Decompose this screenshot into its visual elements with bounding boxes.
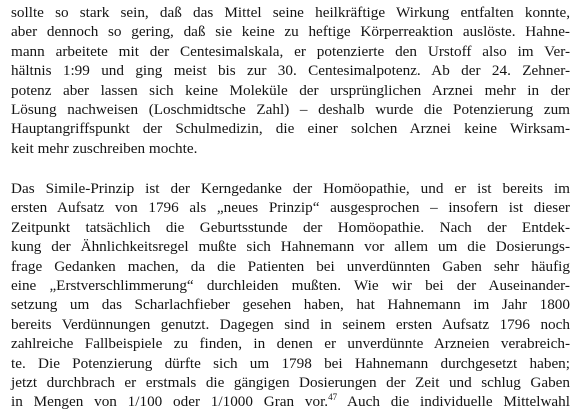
text-line: sollte so stark sein, daß das Mittel seine heilkräftige Wirkung entfalten konnte, [11,4,570,21]
text-line: kung der Ähnlichkeitsregel mußte sich Hahnemann vor allem um die Dosierungs- [11,238,570,256]
text-line: setzung um das Scharlachfieber gesehen haben, hat Hahnemann im Jahr 1800 [11,296,570,314]
text-run: Auch die individuelle Mittelwahl [337,393,570,411]
text-line: frage Gedanken machen, da die Patienten bei unverdünnten Gaben sehr häufig [11,257,570,275]
text-line: Lösung nachweisen (Loschmidtsche Zahl) – deshalb wurde die Potenzierung zum [11,100,570,118]
text-line: hältnis 1:99 und ging meist bis zur 30. Centesimalpotenz. Ab der 24. Zehner- [11,62,570,80]
text-line: jetzt durchbrach er erstmals die gängigen Dosierungen der Zeit und schlug Gaben [11,373,570,391]
text-line: bereits Verdünnungen genutzt. Dagegen sind in seinem ersten Aufsatz 1796 noch [11,315,570,333]
paragraph-simile-prinzip [11,179,570,411]
text-line: Zeitpunkt tatsächlich die Geburtsstunde der Homöopathie. Nach der Entdek- [11,218,570,236]
text-line: potenz aber lassen sich keine Moleküle der ursprünglichen Arznei mehr in der [11,81,570,99]
text-line: ersten Aufsatz von 1796 als „neues Prinzip“ ausgesprochen – insofern ist dieser [11,199,570,217]
text-line: zahlreiche Fallbeispiele zu finden, in denen er unverdünnte Arzneien verabreich- [11,335,570,353]
text-line: te. Die Potenzierung dürfte sich um 1798 bei Hahnemann durchgesetzt haben; [11,354,570,372]
text-line: eine „Erstverschlimmerung“ durchleiden mußten. Wie wir bei der Auseinander- [11,276,570,294]
paragraph-potenzierung [11,3,570,158]
text-line: keit mehr zuschreiben mochte. [11,139,198,157]
text-run: in Mengen von 1/100 oder 1/1000 Gran vor. [11,393,329,411]
footnote-marker: 47 [328,392,338,403]
text-line: Hauptangriffspunkt der Schulmedizin, die einer solchen Arznei keine Wirksam- [11,120,570,138]
text-line-with-footnote [11,392,570,411]
text-line: aber dennoch so gering, daß sie keine zu heftige Körperreaktion auslöste. Hahne- [11,23,570,41]
text-line: Das Simile-Prinzip ist der Kerngedanke der Homöopathie, und er ist bereits im [11,180,570,197]
text-line: mann arbeitete mit der Centesimalskala, er potenzierte den Urstoff also im Ver- [11,42,570,60]
